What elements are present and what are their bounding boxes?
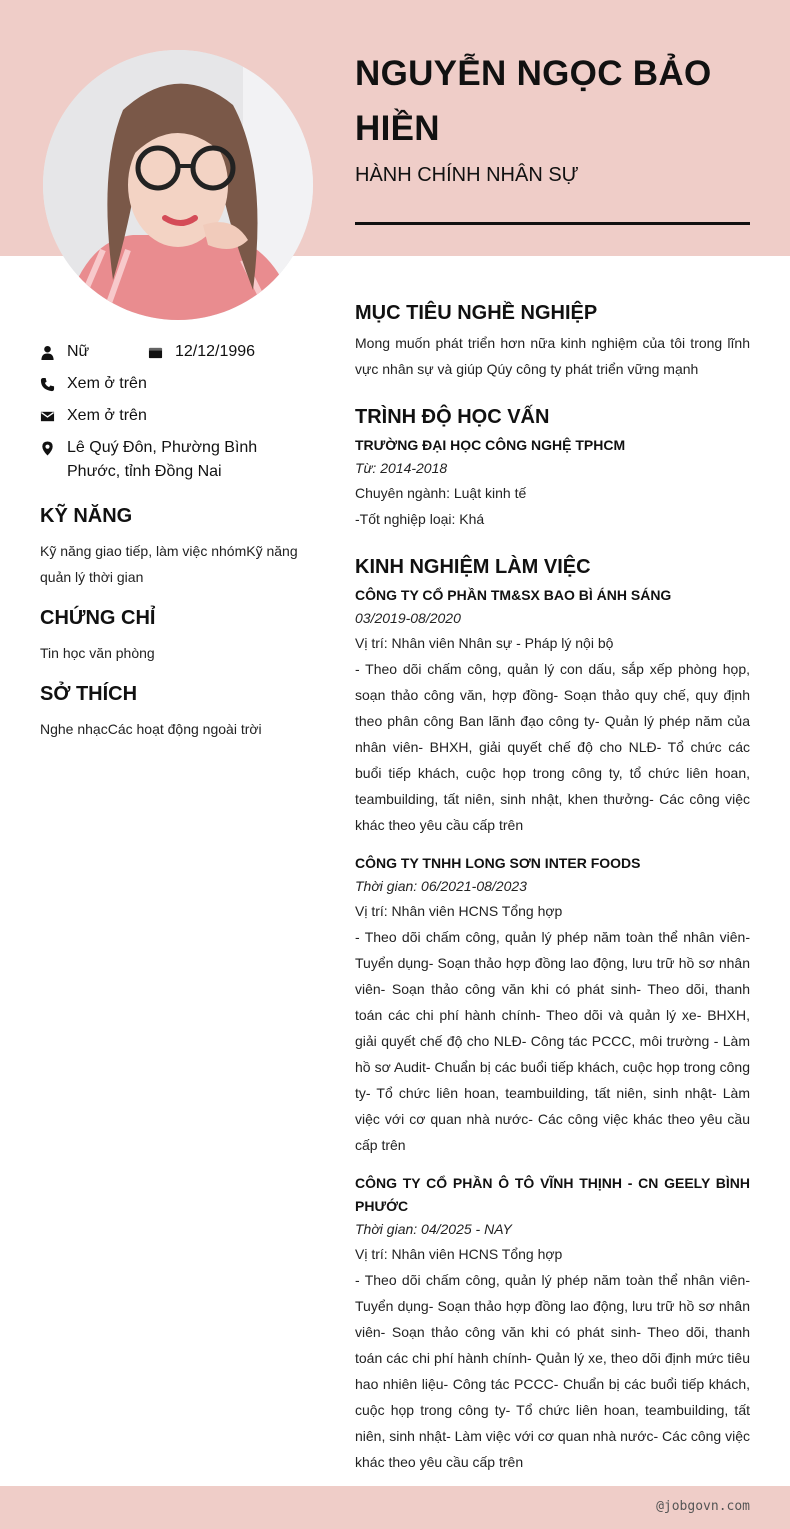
person-icon [40, 340, 67, 364]
experience-heading: KINH NGHIỆM LÀM VIỆC [355, 556, 591, 578]
left-column [40, 340, 310, 742]
education-major: Chuyên ngành: Luật kinh tế [355, 485, 527, 501]
objective-text: Mong muốn phát triển hơn nữa kinh nghiệm của tôi trong lĩnh vực nhân sự và giúp Qúy công ty phát triển vững mạnh [355, 335, 750, 377]
job-company: CÔNG TY TNHH LONG SƠN INTER FOODS [355, 855, 641, 871]
email-row [40, 404, 310, 428]
hobbies-text: Nghe nhạcCác hoạt động ngoài trời [40, 721, 262, 737]
job-description: - Theo dõi chấm công, quản lý phép năm toàn thể nhân viên- Tuyển dụng- Soạn thảo hợp đồng lao động, lưu trữ hồ sơ nhân viên- Soạn thảo công văn khi có phát sinh- Theo dõi, thanh toán các chi phí hành chính- Theo dõi và quản lý xe- BHXH, giải quyết chế độ cho NLĐ- Công tác PCCC, môi trường - Làm hồ sơ Audit- Chuẩn bị các buổi tiếp khách, cuộc họp trong công ty- Tổ chức liên hoan, teambuilding, tất niên, sinh nhật- Làm việc với cơ quan nhà nước- Các công việc khác theo yêu cầu cấp trên [355, 929, 750, 1153]
job-period: 03/2019-08/2020 [355, 610, 461, 626]
phone-value: Xem ở trên [67, 375, 147, 392]
education-grade: -Tốt nghiệp loại: Khá [355, 511, 485, 527]
job-entry [355, 584, 750, 838]
phone-row [40, 372, 310, 396]
birthday-value: 12/12/1996 [175, 343, 256, 360]
school-name: TRƯỜNG ĐẠI HỌC CÔNG NGHỆ TPHCM [355, 437, 626, 453]
experience-section [355, 552, 750, 1475]
skills-heading: KỸ NĂNG [40, 505, 133, 527]
skills-text: Kỹ năng giao tiếp, làm việc nhómKỹ năng quản lý thời gian [40, 543, 298, 585]
candidate-name: NGUYỄN NGỌC BẢO HIỀN [355, 54, 712, 148]
job-position: Vị trí: Nhân viên HCNS Tổng hợp [355, 1246, 563, 1262]
job-position: Vị trí: Nhân viên HCNS Tổng hợp [355, 903, 563, 919]
certificates-section [40, 604, 310, 666]
objective-heading: MỤC TIÊU NGHỀ NGHIỆP [355, 302, 598, 324]
education-period: Từ: 2014-2018 [355, 460, 448, 476]
objective-section [355, 298, 750, 382]
address-row [40, 436, 310, 484]
job-entry [355, 852, 750, 1158]
certificates-text: Tin học văn phòng [40, 645, 155, 661]
hobbies-heading: SỞ THÍCH [40, 683, 138, 705]
email-value: Xem ở trên [67, 407, 147, 424]
education-section [355, 402, 750, 532]
right-column [355, 298, 750, 1495]
job-position: Vị trí: Nhân viên Nhân sự - Pháp lý nội bộ [355, 635, 614, 651]
phone-icon [40, 372, 67, 396]
profile-photo [43, 50, 313, 320]
gender-value: Nữ [67, 343, 90, 360]
job-period: Thời gian: 04/2025 - NAY [355, 1221, 512, 1237]
skills-section [40, 502, 310, 590]
portrait-illustration [43, 50, 313, 320]
hobbies-section [40, 680, 310, 742]
job-title: HÀNH CHÍNH NHÂN SỰ [355, 164, 579, 186]
gender-birthday-row [40, 340, 310, 364]
job-description: - Theo dõi chấm công, quản lý phép năm toàn thể nhân viên- Tuyển dụng- Soạn thảo hợp đồng lao động, lưu trữ hồ sơ nhân viên- Soạn thảo công văn khi có phát sinh- Theo dõi, thanh toán các chi phí hành chính- Quản lý xe, theo dõi định mức tiêu hao nhiên liệu- Công tác PCCC- Chuẩn bị các buổi tiếp khách, cuộc họp trong công ty- Tổ chức liên hoan, teambuilding, tất niên, sinh nhật- Làm việc với cơ quan nhà nước- Các công việc khác theo yêu cầu cấp trên [355, 1272, 750, 1470]
job-description: - Theo dõi chấm công, quản lý con dấu, sắp xếp phòng họp, soạn thảo công văn, hợp đồng- Soạn thảo quy chế, quy định theo phân công Ban lãnh đạo công ty- Quản lý phép năm của nhân viên- BHXH, giải quyết chế độ cho NLĐ- Tổ chức các buổi tiếp khách, cuộc họp trong công ty, tổ chức liên hoan, teambuilding, tất niên, sinh nhật, khen thưởng- Các công việc khác theo yêu cầu cấp trên [355, 661, 750, 833]
education-heading: TRÌNH ĐỘ HỌC VẤN [355, 406, 550, 428]
job-company: CÔNG TY CỔ PHẦN TM&SX BAO BÌ ÁNH SÁNG [355, 587, 672, 603]
certificates-heading: CHỨNG CHỈ [40, 607, 156, 629]
gender-item [40, 340, 148, 364]
address-value: Lê Quý Đôn, Phường Bình Phước, tỉnh Đồng Nai [67, 439, 258, 480]
location-pin-icon [40, 436, 67, 460]
site-watermark: @jobgovn.com [656, 1499, 750, 1514]
calendar-icon [148, 340, 175, 364]
title-divider [355, 222, 750, 225]
job-entry [355, 1172, 750, 1475]
job-period: Thời gian: 06/2021-08/2023 [355, 878, 527, 894]
job-company: CÔNG TY CỔ PHẦN Ô TÔ VĨNH THỊNH - CN GEELY BÌNH PHƯỚC [355, 1175, 750, 1214]
envelope-icon [40, 404, 67, 428]
